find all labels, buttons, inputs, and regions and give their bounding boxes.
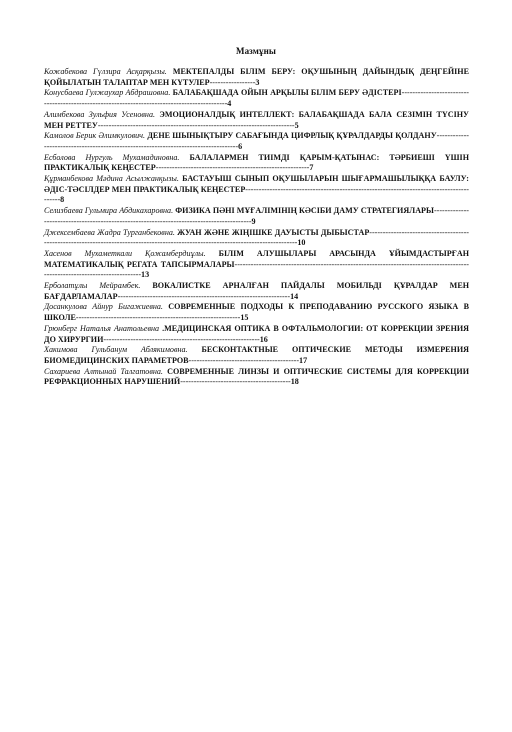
toc-entry-page: 9 (251, 216, 256, 226)
toc-entry-author: Сахариева Алтынай Талгатовна. (44, 366, 163, 376)
toc-entry-title: ЭМОЦИОНАЛДЫҚ ИНТЕЛЛЕКТ: БАЛАБАҚШАДА БАЛА СЕЗІМІН ТҮСІНУ МЕН РЕТТЕУ (44, 109, 469, 130)
toc-entry[interactable] (44, 67, 469, 88)
toc-entry[interactable] (44, 367, 469, 388)
toc-entry-author: Конусбаева Гулжаухар Абдрашовна. (44, 88, 171, 98)
toc-entry-leader: ----------------------------------------------------------------------------------------------------------------------------------- (44, 227, 469, 248)
toc-entry[interactable] (44, 345, 469, 366)
toc-entry-author: Алимбекова Зульфия Усеновна. (44, 109, 156, 119)
toc-entry-title: БІЛІМ АЛУШЫЛАРЫ АРАСЫНДА ҰЙЫМДАСТЫРҒАН МАТЕМАТИКАЛЫҚ РЕГАТА ТАПСЫРМАЛАРЫ (44, 248, 469, 269)
toc-entry-page: 16 (259, 334, 268, 344)
toc-entry-author: Есболова Нургуль Мухамадиновна. (44, 152, 180, 162)
toc-entry-author: Селизбаева Гульмира Абдикахаровна. (44, 206, 174, 216)
toc-entry-author: Досанкулова Айнур Бигажиевна. (44, 302, 163, 312)
toc-entry-author: Кожабекова Гүлзира Асқарқызы. (44, 67, 167, 76)
toc-entry-title: ВОКАЛИСТКЕ АРНАЛҒАН ПАЙДАЛЫ МОБИЛЬДІ ҚҰРАЛДАР МЕН БАҒДАРЛАМАЛАР (44, 281, 470, 301)
toc-entry-leader: ----------------- (209, 77, 256, 87)
toc-entry[interactable] (44, 228, 469, 249)
toc-entry[interactable] (44, 249, 469, 281)
toc-entry[interactable] (44, 324, 469, 345)
toc-entry-leader: ------------------------------------------------------------------------------------------ (44, 206, 469, 226)
toc-entry-author: Құрманбекова Мәдина Асылжанқызы. (44, 174, 179, 184)
toc-entry[interactable] (44, 174, 469, 206)
toc-entry-leader: ------------------------------------------------------------- (75, 313, 241, 323)
toc-entry-author: Ерболатұлы Мейрамбек. (44, 281, 141, 291)
toc-entry-title: ЖУАН ЖӘНЕ ЖІҢІШКЕ ДАУЫСТЫ ДЫБЫСТАР (177, 227, 370, 237)
toc-entry-author: Камолов Берик Әлимкулович. (44, 131, 146, 141)
toc-entry-leader: ------------------------------------------------------------------------------------ (44, 131, 469, 151)
toc-entry[interactable] (44, 88, 469, 109)
toc-entry-title: .МЕДИЦИНСКАЯ ОПТИКА В ОФТАЛЬМОЛОГИИ: ОТ КОРРЕКЦИИ ЗРЕНИЯ ДО ХИРУРГИИ (44, 323, 470, 344)
toc-entry[interactable] (44, 206, 469, 227)
toc-entry-title: СОВРЕМЕННЫЕ ЛИНЗЫ И ОПТИЧЕСКИЕ СИСТЕМЫ ДЛЯ КОРРЕКЦИИ РЕФРАКЦИОННЫХ НАРУШЕНИЙ (44, 366, 469, 387)
toc-entry-title: БАСТАУЫШ СЫНЫП ОҚУШЫЛАРЫН ШЫҒАРМАШЫЛЫҚҚА БАУЛУ: ӘДІС-ТӘСІЛДЕР МЕН ПРАКТИКАЛЫҚ КЕҢЕСТЕР (44, 174, 469, 194)
toc-entry-page: 17 (299, 355, 308, 365)
toc-entry-page: 4 (227, 99, 232, 109)
toc-entry[interactable] (44, 131, 469, 152)
toc-entry-page: 7 (309, 163, 314, 173)
toc-entry-title: ДЕНЕ ШЫНЫҚТЫРУ САБАҒЫНДА ЦИФРЛЫҚ ҚҰРАЛДАРДЫ ҚОЛДАНУ (147, 131, 437, 141)
toc-entry-leader: --------------------------------------------------------------------------------------------- (44, 88, 470, 109)
toc-entry-page: 14 (290, 291, 299, 301)
toc-entry[interactable] (44, 110, 469, 131)
toc-entry-leader: ------------------------------------------------------------------------- (97, 120, 295, 130)
toc-entry-leader: --------------------------------------------------------- (155, 163, 310, 173)
toc-entry-page: 8 (60, 195, 65, 205)
toc-entry-leader: ----------------------------------------- (180, 377, 291, 387)
toc-entry-leader: ---------------------------------------------------------- (103, 334, 260, 344)
toc-entry[interactable] (44, 153, 469, 174)
toc-entry-title: БАЛАЛАРМЕН ТИІМДІ ҚАРЫМ-ҚАТЫНАС: ТӘРБИЕШІ ҮШІН ПРАКТИКАЛЫҚ КЕҢЕСТЕР (44, 152, 469, 173)
toc-entry[interactable] (44, 281, 469, 302)
toc-entry-page: 10 (297, 238, 306, 248)
toc-entry-title: ФИЗИКА ПӘНІ МҰҒАЛІМІНІҢ КӘСІБИ ДАМУ СТРАТЕГИЯЛАРЫ (175, 206, 434, 216)
toc-entry-leader: ----------------------------------------- (188, 355, 300, 365)
toc-entry-page: 18 (290, 377, 299, 387)
toc-list (44, 67, 469, 388)
toc-entry-page: 15 (240, 313, 249, 323)
toc-entry-title: МЕКТЕПАЛДЫ БІЛІМ БЕРУ: ОҚУШЫНЫҢ ДАЙЫНДЫҚ ДЕҢГЕЙІНЕ ҚОЙЫЛАТЫН ТАЛАПТАР МЕН КҮТУЛЕР (44, 67, 469, 87)
toc-entry-author: Джексембаева Жадра Турганбековна. (44, 227, 175, 237)
toc-entry-title: БАЛАБАҚШАДА ОЙЫН АРҚЫЛЫ БІЛІМ БЕРУ ӘДІСТЕРІ (172, 88, 402, 98)
toc-entry-leader: ----------------------------------------------------------------------------------------- (44, 184, 469, 205)
toc-entry-title: СОВРЕМЕННЫЕ ПОДХОДЫ К ПРЕПОДАВАНИЮ РУССКОГО ЯЗЫКА В ШКОЛЕ (44, 302, 469, 323)
toc-entry-page: 3 (255, 77, 260, 87)
toc-entry-leader: ---------------------------------------------------------------- (117, 291, 291, 301)
toc-entry[interactable] (44, 302, 469, 323)
toc-entry-title: БЕСКОНТАКТНЫЕ ОПТИЧЕСКИЕ МЕТОДЫ ИЗМЕРЕНИЯ БИОМЕДИЦИНСКИХ ПАРАМЕТРОВ (44, 345, 469, 365)
toc-entry-author: Хасенов Мухаметкали Қожамбердиұлы. (44, 248, 206, 258)
toc-entry-page: 6 (238, 141, 243, 151)
toc-heading: Мазмұны (235, 46, 277, 56)
toc-entry-author: Хакимова Гульбанум Аблякимовна. (44, 345, 188, 355)
toc-entry-page: 13 (141, 270, 150, 280)
toc-entry-page: 5 (294, 120, 299, 130)
toc-entry-author: Грюнберг Наталья Анатольевна (44, 323, 160, 333)
toc-entry-leader: --------------------------------------------------------------------------------------------------------------------------- (44, 259, 469, 280)
